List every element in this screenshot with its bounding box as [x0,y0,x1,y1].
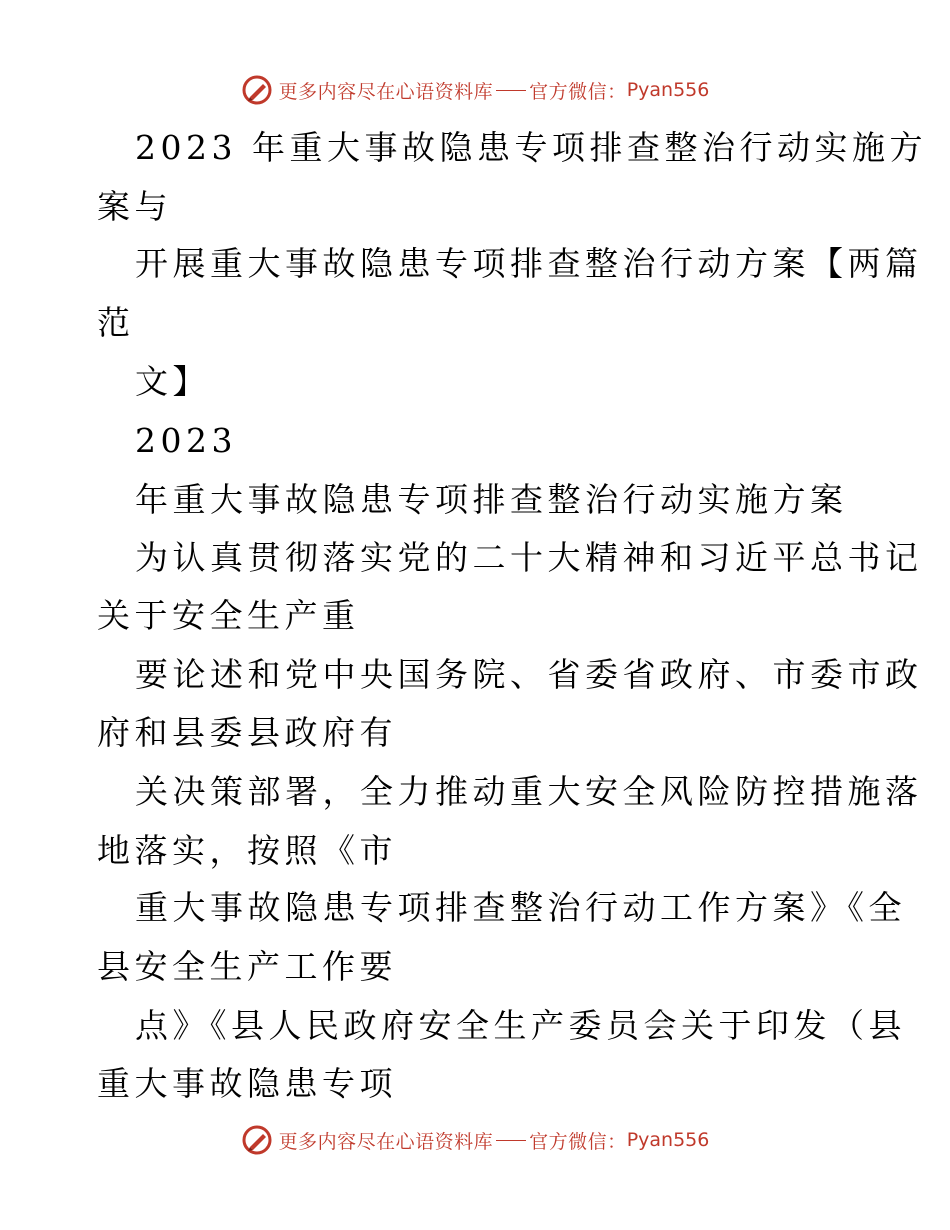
watermark-dash [496,1140,526,1141]
paragraph-line: 府和县委县政府有 [97,713,397,752]
section-year: 2023 [135,421,237,460]
section-title: 年重大事故隐患专项排查整治行动实施方案 [135,480,848,519]
paragraph-line: 点》《县人民政府安全生产委员会关于印发（县 [135,1006,906,1045]
title-line-3: 开展重大事故隐患专项排查整治行动方案【两篇 [135,244,923,283]
paragraph-line: 关决策部署，全力推动重大安全风险防控措施落 [135,772,923,811]
title-line-1: 2023 年重大事故隐患专项排查整治行动实施方 [135,128,927,167]
title-line-4: 范 [97,303,135,342]
watermark-id: Pyan556 [626,1129,710,1151]
paragraph-line: 为认真贯彻落实党的二十大精神和习近平总书记 [135,538,923,577]
watermark-text: 更多内容尽在心语资料库 [278,1130,494,1153]
title-line-2: 案与 [97,187,172,226]
watermark-text: 更多内容尽在心语资料库 [278,80,494,103]
pen-logo-icon [241,74,273,106]
paragraph-line: 关于安全生产重 [97,596,360,635]
watermark-suffix: 官方微信： [529,80,627,103]
paragraph-line: 重大事故隐患专项排查整治行动工作方案》《全 [135,888,906,927]
paragraph-line: 县安全生产工作要 [97,947,397,986]
watermark-id: Pyan556 [626,79,710,101]
title-line-5: 文】 [135,362,210,401]
watermark-suffix: 官方微信： [529,1130,627,1153]
paragraph-line: 要论述和党中央国务院、省委省政府、市委市政 [135,655,923,694]
paragraph-line: 重大事故隐患专项 [97,1064,397,1103]
pen-logo-icon [241,1124,273,1156]
watermark-dash [496,90,526,91]
paragraph-line: 地落实，按照《市 [97,831,397,870]
footer-watermark [0,1120,950,1160]
header-watermark [0,70,950,110]
